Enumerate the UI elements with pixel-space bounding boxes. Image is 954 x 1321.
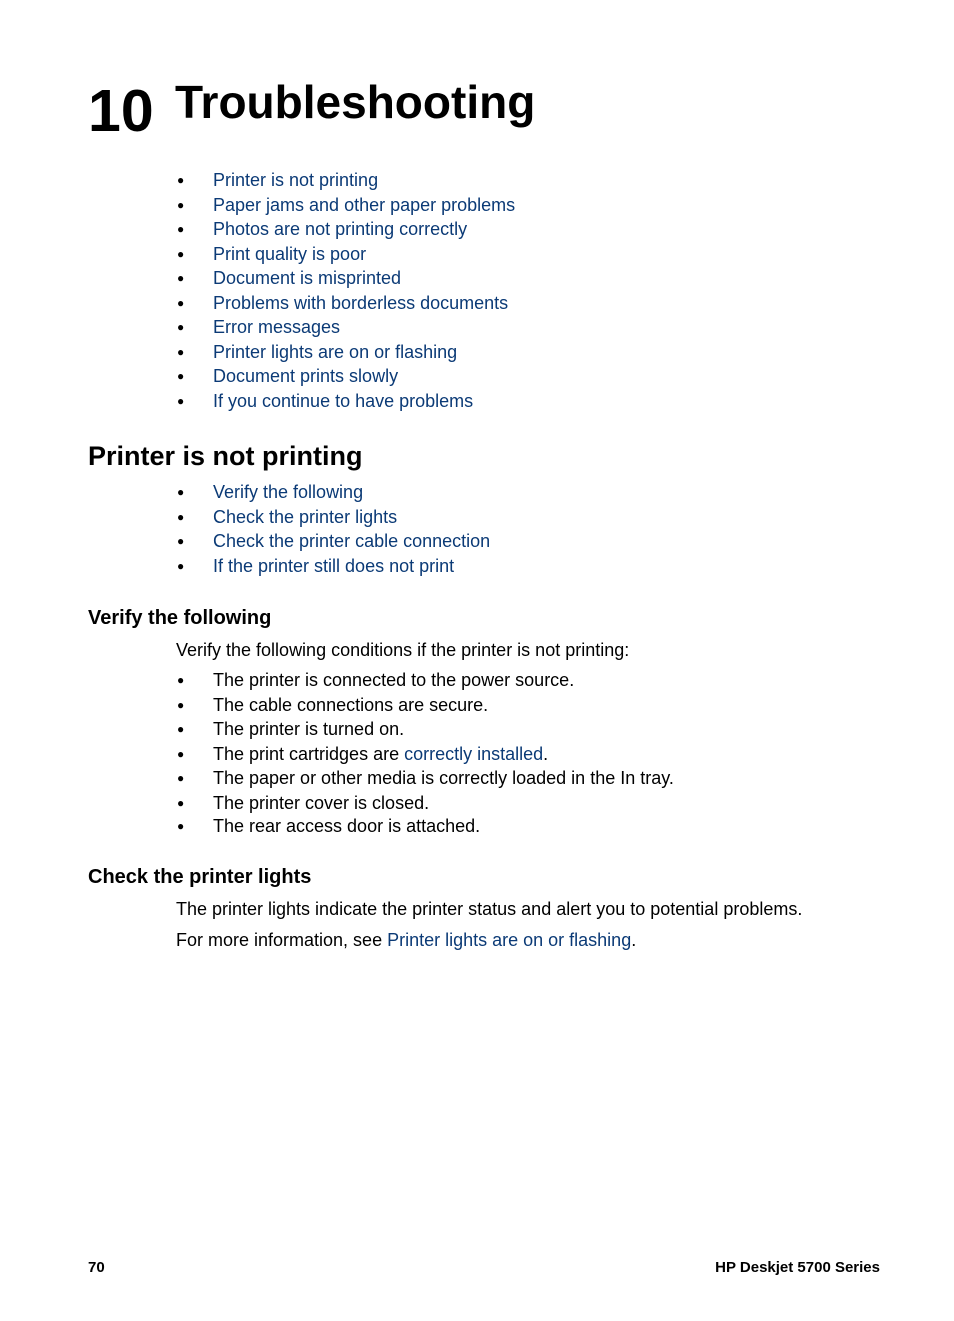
more-info-suffix: . — [631, 930, 637, 950]
toc-item — [176, 266, 515, 291]
link-verify-following[interactable]: Verify the following — [213, 482, 364, 502]
toc-item — [176, 168, 515, 193]
toc-link-printer-not-printing[interactable]: Printer is not printing — [213, 170, 379, 190]
subheading-verify-following: Verify the following — [88, 607, 272, 629]
section-toc — [176, 480, 490, 578]
product-name: HP Deskjet 5700 Series — [715, 1259, 880, 1276]
condition-text: The printer is turned on. — [213, 719, 405, 739]
toc-link-prints-slowly[interactable]: Document prints slowly — [213, 366, 399, 386]
verify-conditions-list — [176, 668, 674, 837]
toc-link-misprinted[interactable]: Document is misprinted — [213, 268, 402, 288]
toc-item — [176, 242, 515, 267]
link-correctly-installed[interactable]: correctly installed — [404, 743, 544, 764]
condition-text: The printer cover is closed. — [213, 792, 430, 813]
toc-item — [176, 315, 515, 340]
verify-intro: Verify the following conditions if the printer is not printing: — [176, 640, 630, 660]
toc-item — [176, 193, 515, 218]
chapter-heading — [88, 72, 535, 146]
condition-item — [176, 766, 674, 791]
lights-more-info — [176, 929, 636, 951]
subheading-check-printer-lights: Check the printer lights — [88, 866, 312, 888]
condition-item — [176, 791, 674, 816]
page-number: 70 — [88, 1259, 105, 1276]
toc-link-error-messages[interactable]: Error messages — [213, 317, 341, 337]
toc-link-borderless[interactable]: Problems with borderless documents — [213, 292, 509, 313]
condition-text: The paper or other media is correctly loaded in the In tray. — [213, 768, 674, 788]
toc-item — [176, 291, 515, 316]
condition-item — [176, 693, 674, 718]
section-toc-item — [176, 529, 490, 554]
link-check-printer-lights[interactable]: Check the printer lights — [213, 506, 398, 527]
chapter-number: 10 — [88, 78, 154, 144]
section-heading-printer-not-printing: Printer is not printing — [88, 441, 363, 471]
condition-item — [176, 742, 674, 767]
link-printer-lights-flashing[interactable]: Printer lights are on or flashing — [387, 930, 632, 950]
lights-paragraph: The printer lights indicate the printer status and alert you to potential problems. — [176, 899, 803, 919]
condition-text: The cable connections are secure. — [213, 694, 489, 715]
condition-item — [176, 815, 674, 837]
link-check-cable-connection[interactable]: Check the printer cable connection — [213, 531, 491, 551]
more-info-text: For more information, see — [176, 930, 388, 950]
toc-link-photos[interactable]: Photos are not printing correctly — [213, 219, 468, 239]
condition-text: The printer is connected to the power source. — [213, 670, 575, 690]
toc-item — [176, 364, 515, 389]
condition-text-suffix: . — [543, 743, 549, 764]
toc-item — [176, 340, 515, 365]
toc-item — [176, 389, 515, 414]
condition-item — [176, 668, 674, 693]
chapter-title: Troubleshooting — [175, 76, 536, 128]
toc-link-print-quality[interactable]: Print quality is poor — [213, 243, 367, 264]
link-still-does-not-print[interactable]: If the printer still does not print — [213, 555, 455, 576]
toc-item — [176, 217, 515, 242]
section-toc-item — [176, 554, 490, 579]
chapter-toc — [176, 168, 515, 413]
toc-link-paper-jams[interactable]: Paper jams and other paper problems — [213, 194, 516, 215]
toc-link-continue-problems[interactable]: If you continue to have problems — [213, 390, 474, 411]
condition-item — [176, 717, 674, 742]
section-toc-item — [176, 480, 490, 505]
condition-text: The rear access door is attached. — [213, 816, 481, 836]
section-toc-item — [176, 505, 490, 530]
condition-text: The print cartridges are — [213, 743, 405, 764]
toc-link-printer-lights[interactable]: Printer lights are on or flashing — [213, 341, 458, 362]
